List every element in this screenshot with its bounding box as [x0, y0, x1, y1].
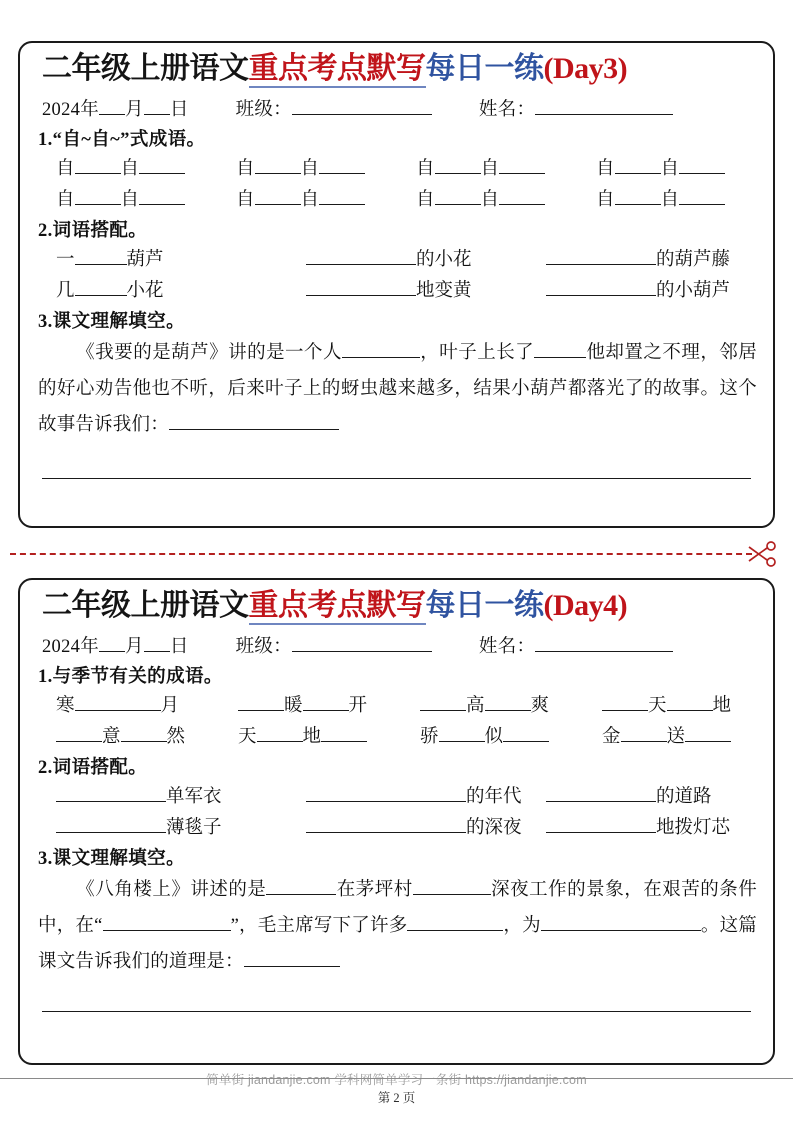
day-input[interactable] [144, 114, 170, 115]
match-row-2-day3 [34, 276, 759, 302]
idiom-blank[interactable] [139, 173, 185, 174]
match-cell [546, 813, 776, 839]
idiom-char: 天 [648, 695, 667, 716]
meta-month-unit: 月 [125, 636, 144, 657]
idiom-char: 自 [596, 158, 615, 179]
idiom-blank[interactable] [255, 204, 301, 205]
question-2-heading-day4: 2.词语搭配。 [38, 757, 148, 778]
idiom-row-1-day3 [34, 154, 759, 180]
title-highlight: 重点考点默写 [249, 52, 426, 88]
idiom-blank[interactable] [303, 710, 349, 711]
idiom-cell [56, 154, 236, 180]
idiom-char: 然 [166, 726, 186, 747]
para-text: ”，毛主席写下了许多 [230, 915, 408, 936]
idiom-char: 意 [102, 726, 121, 747]
season-idiom-row-2 [34, 722, 759, 748]
worksheet-card-day3 [18, 41, 775, 528]
idiom-char: 寒 [56, 695, 75, 716]
idiom-char: 自 [300, 189, 320, 210]
match-cell [306, 245, 546, 271]
idiom-char: 开 [348, 695, 368, 716]
idiom-char: 骄 [420, 726, 439, 747]
para-blank[interactable] [266, 894, 336, 895]
match-blank[interactable] [56, 832, 166, 833]
meta-year: 2024 [42, 636, 81, 657]
match-cell [56, 276, 306, 302]
match-cell [546, 782, 776, 808]
worksheet-title-day3 [34, 51, 759, 88]
match-suffix: 薄毯子 [166, 817, 222, 838]
idiom-cell [602, 722, 784, 748]
match-cell [306, 782, 546, 808]
match-prefix: 一 [56, 249, 75, 270]
idiom-blank[interactable] [439, 741, 485, 742]
idiom-char: 自 [416, 189, 435, 210]
title-highlight: 重点考点默写 [249, 589, 426, 625]
match-blank[interactable] [306, 832, 466, 833]
para-blank[interactable] [541, 930, 701, 931]
idiom-blank[interactable] [420, 710, 466, 711]
idiom-char: 自 [300, 158, 320, 179]
idiom-blank[interactable] [499, 204, 545, 205]
idiom-blank[interactable] [503, 741, 549, 742]
footer-watermark: 简单街 jiandanjie.com 学科网简单学习一条街 https://jiandanjie.com [206, 1073, 587, 1087]
match-blank[interactable] [75, 264, 127, 265]
idiom-cell [420, 722, 602, 748]
idiom-blank[interactable] [679, 173, 725, 174]
idiom-char: 地 [712, 695, 732, 716]
idiom-cell [236, 154, 416, 180]
idiom-char: 自 [660, 158, 680, 179]
match-row-1-day3 [34, 245, 759, 271]
para-text: ，叶子上长了 [420, 342, 535, 363]
idiom-char: 自 [416, 158, 435, 179]
match-suffix: 的年代 [466, 786, 522, 807]
idiom-char: 自 [236, 158, 255, 179]
idiom-blank[interactable] [435, 173, 481, 174]
meta-line-day3 [34, 95, 759, 121]
class-input[interactable] [292, 651, 432, 652]
title-day: (Day3) [543, 52, 628, 85]
page-number: 第 2 页 [377, 1091, 416, 1105]
match-cell [546, 245, 776, 271]
idiom-blank[interactable] [321, 741, 367, 742]
idiom-blank[interactable] [685, 741, 731, 742]
idiom-char: 天 [238, 726, 257, 747]
idiom-blank[interactable] [75, 204, 121, 205]
question-2-heading-day3: 2.词语搭配。 [38, 220, 148, 241]
idiom-char: 暖 [284, 695, 303, 716]
match-blank[interactable] [306, 264, 416, 265]
meta-year-unit: 年 [80, 99, 100, 120]
class-label: 班级： [235, 636, 292, 657]
match-cell [56, 245, 306, 271]
idiom-char: 自 [120, 189, 140, 210]
name-input[interactable] [535, 114, 673, 115]
idiom-cell [596, 185, 776, 211]
para-text: 。这篇课文告诉我们的道理是： [38, 915, 757, 972]
match-suffix: 葫芦 [126, 249, 164, 270]
idiom-char: 送 [666, 726, 686, 747]
match-suffix: 地变黄 [416, 280, 472, 301]
match-blank[interactable] [546, 295, 656, 296]
idiom-blank[interactable] [485, 710, 531, 711]
para-text: 《我要的是葫芦》讲的是一个人 [76, 342, 342, 363]
idiom-cell [238, 722, 420, 748]
name-input[interactable] [535, 651, 673, 652]
para-text: ，为 [503, 915, 541, 936]
idiom-blank[interactable] [499, 173, 545, 174]
idiom-blank[interactable] [319, 204, 365, 205]
idiom-blank[interactable] [139, 204, 185, 205]
idiom-char: 金 [602, 726, 621, 747]
para-text: 深夜工作的景象，在艰苦的条件中，在“ [38, 879, 757, 936]
title-subject: 二年级上册语文 [42, 52, 249, 85]
para-blank[interactable] [103, 930, 231, 931]
idiom-blank[interactable] [621, 741, 667, 742]
match-cell [306, 813, 546, 839]
idiom-cell [56, 691, 238, 717]
answer-line[interactable] [42, 477, 751, 479]
match-suffix: 的道路 [656, 786, 712, 807]
question-1-heading-day3: 1.“自~自~”式成语。 [38, 129, 206, 150]
match-suffix: 小花 [126, 280, 164, 301]
meta-day-unit: 日 [169, 636, 189, 657]
idiom-char: 似 [484, 726, 504, 747]
match-prefix: 几 [56, 280, 75, 301]
idiom-blank[interactable] [75, 710, 161, 711]
match-suffix: 的小葫芦 [656, 280, 731, 301]
match-suffix: 单军衣 [166, 786, 222, 807]
season-idiom-row-1 [34, 691, 759, 717]
idiom-blank[interactable] [257, 741, 303, 742]
idiom-blank[interactable] [435, 204, 481, 205]
meta-year: 2024 [42, 99, 81, 120]
idiom-blank[interactable] [75, 173, 121, 174]
idiom-blank[interactable] [238, 710, 284, 711]
idiom-char: 爽 [530, 695, 550, 716]
class-input[interactable] [292, 114, 432, 115]
worksheet-title-day4 [34, 588, 759, 625]
cut-dashed-line [10, 553, 752, 555]
match-cell [306, 276, 546, 302]
idiom-blank[interactable] [615, 204, 661, 205]
match-suffix: 的小花 [416, 249, 472, 270]
title-practice: 每日一练 [425, 589, 544, 622]
match-suffix: 地拨灯芯 [656, 817, 731, 838]
match-blank[interactable] [546, 264, 656, 265]
idiom-cell [602, 691, 784, 717]
match-blank[interactable] [546, 832, 656, 833]
idiom-char: 自 [120, 158, 140, 179]
question-3-heading-day4: 3.课文理解填空。 [38, 848, 185, 869]
para-text: 《八角楼上》讲述的是 [76, 879, 267, 900]
idiom-cell [56, 722, 238, 748]
idiom-cell [416, 185, 596, 211]
idiom-blank[interactable] [602, 710, 648, 711]
idiom-row-2-day3 [34, 185, 759, 211]
meta-month-unit: 月 [125, 99, 144, 120]
para-text: 他却置之不理，邻居的好心劝告他也不听，后来叶子上的蚜虫越来越多，结果小葫芦都落光了的故事。这个故事告诉我们： [38, 342, 757, 435]
match-cell [546, 276, 776, 302]
idiom-blank[interactable] [56, 741, 102, 742]
question-1-heading-day4: 1.与季节有关的成语。 [38, 666, 223, 687]
match-blank[interactable] [75, 295, 127, 296]
question-3-heading-day3: 3.课文理解填空。 [38, 311, 185, 332]
idiom-char: 自 [596, 189, 615, 210]
idiom-cell [238, 691, 420, 717]
month-input[interactable] [99, 114, 125, 115]
idiom-char: 自 [236, 189, 255, 210]
idiom-cell [420, 691, 602, 717]
title-day: (Day4) [543, 589, 628, 622]
idiom-blank[interactable] [255, 173, 301, 174]
scissors-icon [748, 540, 778, 568]
idiom-char: 自 [480, 158, 500, 179]
meta-line-day4 [34, 632, 759, 658]
para-blank[interactable] [413, 894, 491, 895]
match-blank[interactable] [306, 801, 466, 802]
match-suffix: 的葫芦藤 [656, 249, 731, 270]
match-row-1-day4 [34, 782, 759, 808]
para-blank[interactable] [407, 930, 503, 931]
para-blank[interactable] [534, 357, 586, 358]
class-label: 班级： [235, 99, 292, 120]
idiom-char: 地 [302, 726, 322, 747]
day-input[interactable] [144, 651, 170, 652]
answer-line[interactable] [42, 1010, 751, 1012]
idiom-blank[interactable] [319, 173, 365, 174]
title-practice: 每日一练 [425, 52, 544, 85]
match-suffix: 的深夜 [466, 817, 522, 838]
match-cell [56, 782, 306, 808]
idiom-blank[interactable] [679, 204, 725, 205]
idiom-cell [56, 185, 236, 211]
idiom-cell [236, 185, 416, 211]
name-label: 姓名： [478, 636, 536, 657]
idiom-blank[interactable] [121, 741, 167, 742]
question-3-paragraph-day3 [34, 335, 759, 443]
match-blank[interactable] [56, 801, 166, 802]
footer-divider [0, 1078, 793, 1079]
meta-year-unit: 年 [80, 636, 100, 657]
idiom-cell [596, 154, 776, 180]
match-row-2-day4 [34, 813, 759, 839]
idiom-char: 自 [56, 189, 75, 210]
meta-day-unit: 日 [169, 99, 189, 120]
para-blank[interactable] [169, 429, 339, 430]
para-text: 在茅坪村 [336, 879, 413, 900]
idiom-char: 月 [160, 695, 180, 716]
title-subject: 二年级上册语文 [42, 589, 249, 622]
match-cell [56, 813, 306, 839]
para-blank[interactable] [244, 966, 340, 967]
month-input[interactable] [99, 651, 125, 652]
name-label: 姓名： [478, 99, 536, 120]
worksheet-card-day4 [18, 578, 775, 1065]
idiom-char: 自 [480, 189, 500, 210]
idiom-cell [416, 154, 596, 180]
idiom-char: 自 [660, 189, 680, 210]
idiom-char: 自 [56, 158, 75, 179]
match-blank[interactable] [306, 295, 416, 296]
idiom-blank[interactable] [667, 710, 713, 711]
question-3-paragraph-day4 [34, 872, 759, 980]
idiom-blank[interactable] [615, 173, 661, 174]
idiom-char: 高 [466, 695, 485, 716]
match-blank[interactable] [546, 801, 656, 802]
para-blank[interactable] [342, 357, 420, 358]
